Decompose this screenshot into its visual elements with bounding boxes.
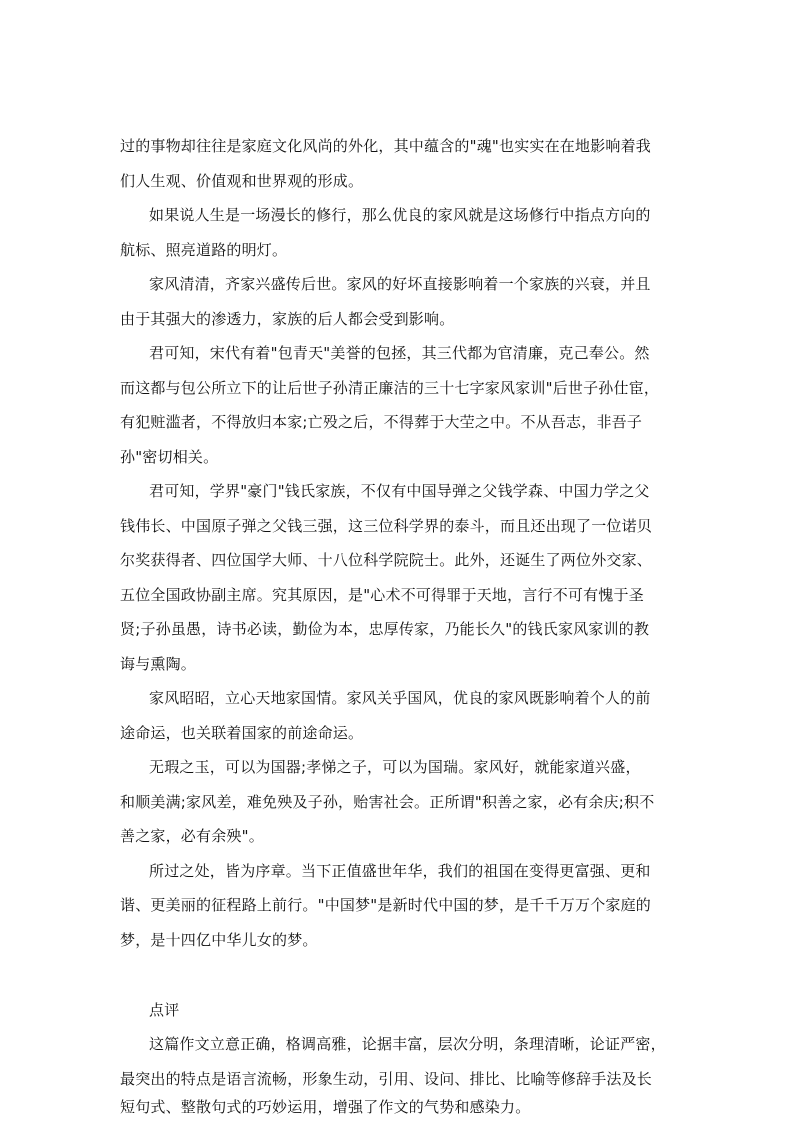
text-line: 君可知，学界"豪门"钱氏家族，不仅有中国导弹之父钱学森、中国力学之父 (149, 482, 650, 500)
text-line: 短句式、整散句式的巧妙运用，增强了作文的气势和感染力。 (120, 1098, 531, 1116)
text-line: 途命运，也关联着国家的前途命运。 (120, 724, 364, 742)
text-line: 孙"密切相关。 (120, 448, 219, 466)
review-heading: 点评 (149, 1001, 180, 1019)
text-line: 过的事物却往往是家庭文化风尚的外化，其中蕴含的"魂"也实实在在地影响着我 (120, 137, 652, 155)
text-line: 由于其强大的渗透力，家族的后人都会受到影响。 (120, 310, 455, 328)
text-line: 们人生观、价值观和世界观的形成。 (120, 172, 364, 190)
text-line: 贤;子孙虽愚，诗书必读，勤俭为本，忠厚传家，乃能长久"的钱氏家风家训的教 (120, 620, 650, 638)
text-line: 而这都与包公所立下的让后世子孙清正廉洁的三十七字家风家训"后世子孙仕宦， (120, 379, 660, 397)
text-line: 梦，是十四亿中华儿女的梦。 (120, 931, 318, 949)
text-line: 家风清清，齐家兴盛传后世。家风的好坏直接影响着一个家族的兴衰，并且 (149, 275, 651, 293)
text-line: 钱伟长、中国原子弹之父钱三强，这三位科学界的泰斗，而且还出现了一位诺贝 (120, 517, 653, 535)
text-line: 家风昭昭，立心天地家国情。家风关乎国风，优良的家风既影响着个人的前 (149, 689, 651, 707)
text-line: 所过之处，皆为序章。当下正值盛世年华，我们的祖国在变得更富强、更和 (149, 862, 651, 880)
text-line: 君可知，宋代有着"包青天"美誉的包拯，其三代都为官清廉，克己奉公。然 (149, 344, 650, 362)
text-line: 航标、照亮道路的明灯。 (120, 241, 288, 259)
text-line: 五位全国政协副主席。究其原因，是"心术不可得罪于天地，言行不可有愧于圣 (120, 586, 644, 604)
text-line: 谐、更美丽的征程路上前行。"中国梦"是新时代中国的梦，是千千万万个家庭的 (120, 896, 652, 914)
text-line: 这篇作文立意正确，格调高雅，论据丰富，层次分明，条理清晰，论证严密， (149, 1035, 666, 1053)
text-line: 尔奖获得者、四位国学大师、十八位科学院院士。此外，还诞生了两位外交家、 (120, 551, 653, 569)
text-line: 诲与熏陶。 (120, 655, 197, 673)
text-line: 善之家，必有余殃"。 (120, 827, 264, 845)
text-line: 最突出的特点是语言流畅，形象生动，引用、设问、排比、比喻等修辞手法及长 (120, 1070, 653, 1088)
text-line: 如果说人生是一场漫长的修行，那么优良的家风就是这场修行中指点方向的 (149, 206, 651, 224)
text-line: 和顺美满;家风差，难免殃及子孙，贻害社会。正所谓"积善之家，必有余庆;积不 (120, 793, 655, 811)
text-line: 无瑕之玉，可以为国器;孝悌之子，可以为国瑞。家风好，就能家道兴盛， (149, 758, 641, 776)
text-line: 有犯赃滥者，不得放归本家;亡殁之后，不得葬于大茔之中。不从吾志，非吾子 (120, 413, 643, 431)
